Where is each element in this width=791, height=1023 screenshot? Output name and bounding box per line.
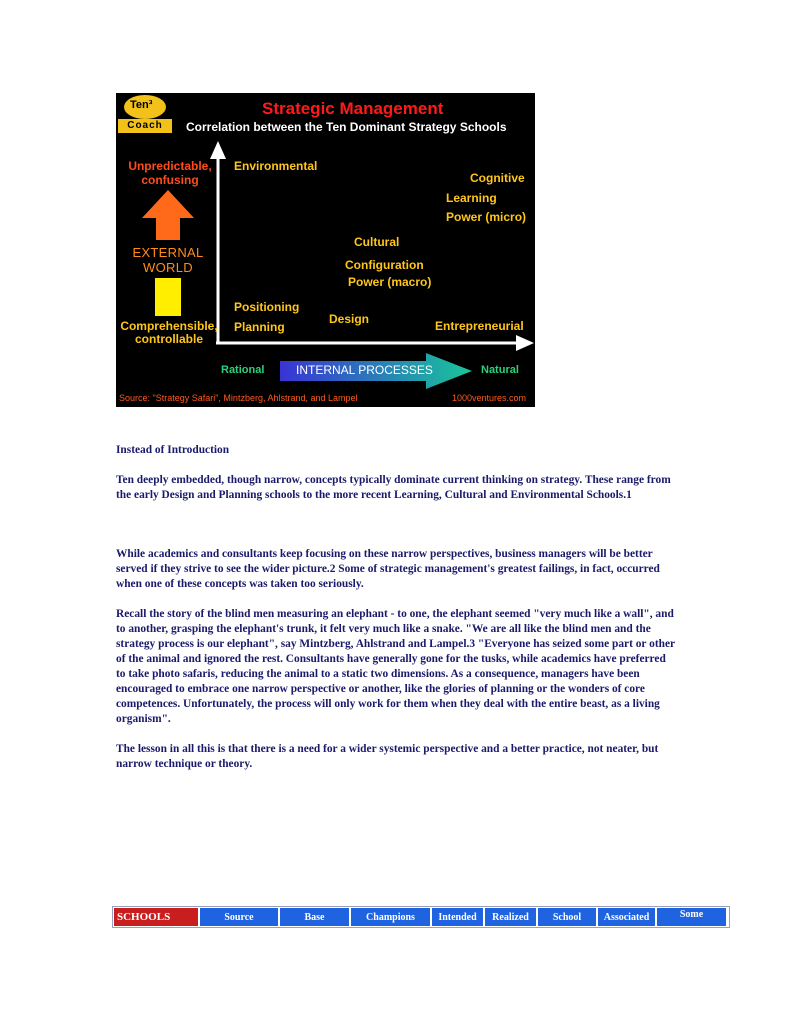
school-power-micro: Power (micro) xyxy=(446,210,527,224)
school-cultural: Cultural xyxy=(354,235,400,249)
diagram-subtitle: Correlation between the Ten Dominant Strategy Schools xyxy=(186,120,507,134)
y-axis-arrowhead xyxy=(210,141,226,159)
nav-school[interactable]: School xyxy=(538,908,596,926)
x-axis-arrowhead xyxy=(516,335,534,351)
school-configuration: Configuration xyxy=(345,258,424,272)
school-design: Design xyxy=(329,312,370,326)
nav-champions[interactable]: Champions xyxy=(351,908,430,926)
nav-source[interactable]: Source xyxy=(200,908,278,926)
yellow-box xyxy=(155,278,181,316)
school-power-macro: Power (macro) xyxy=(348,275,432,289)
paragraph-1: Ten deeply embedded, though narrow, concepts typically dominate current thinking on strategy. These range from the early Design and Planning schools to the more recent Learning, Cultural and Environmental Schools.1 xyxy=(116,474,671,501)
y-middle-label: EXTERNAL WORLD xyxy=(132,245,204,275)
paragraph-3: Recall the story of the blind men measuring an elephant - to one, the elephant seemed "very much like a wall", and to another, grasping the elephant's trunk, it felt very much like a snake. "We are all like the blind men and the strategy process is our elephant", say Mintzberg, Ahlstrand and Lampel.3 "Everyone has seized some part or other of the animal and ignored the rest. Consultants have generally gone for the tusks, while academics have preferred to take photo safaris, reducing the animal to a static two dimensions. As a consequence, managers have been encouraged to embrace one narrow perspective or another, like the glories of planning or the wonders of core competences. Unfortunately, the process will only work for them when they deal with the entire beast, as a living organism". xyxy=(116,608,675,725)
nav-realized[interactable]: Realized xyxy=(485,908,536,926)
logo-bottom-text: Coach xyxy=(118,119,172,133)
x-axis-label: INTERNAL PROCESSES xyxy=(296,363,433,377)
paragraph-2: While academics and consultants keep focusing on these narrow perspectives, business managers will be better served if they strive to see the wider picture.2 Some of strategic management's greatest failings, in fact, occurred when one of these concepts was taken too seriously. xyxy=(116,548,660,590)
diagram-site: 1000ventures.com xyxy=(452,393,527,403)
nav-associated[interactable]: Associated xyxy=(598,908,655,926)
school-environmental: Environmental xyxy=(234,159,318,173)
orange-up-arrow xyxy=(142,190,194,240)
nav-base[interactable]: Base xyxy=(280,908,349,926)
schools-nav-bar xyxy=(112,906,730,928)
nav-schools[interactable]: SCHOOLS xyxy=(114,908,198,926)
y-bottom-label: Comprehensible, controllable xyxy=(120,319,218,346)
strategy-schools-diagram xyxy=(116,93,535,407)
school-entrepreneurial: Entrepreneurial xyxy=(435,319,524,333)
paragraph-4: The lesson in all this is that there is a need for a wider systemic perspective and a better practice, not neater, but narrow technique or theory. xyxy=(116,743,659,770)
logo-top-text: Ten³ xyxy=(130,99,153,111)
section-heading: Instead of Introduction xyxy=(116,444,230,456)
school-planning: Planning xyxy=(234,320,285,334)
y-top-label: Unpredictable, confusing xyxy=(128,159,212,187)
nav-some[interactable]: Some xyxy=(657,908,726,926)
diagram-source: Source: "Strategy Safari", Mintzberg, Ahlstrand, and Lampel xyxy=(119,393,358,403)
nav-intended[interactable]: Intended xyxy=(432,908,483,926)
diagram-title: Strategic Management xyxy=(262,99,444,118)
school-learning: Learning xyxy=(446,191,497,205)
x-left-label: Rational xyxy=(221,364,265,376)
school-positioning: Positioning xyxy=(234,300,300,314)
x-right-label: Natural xyxy=(481,364,519,376)
school-cognitive: Cognitive xyxy=(470,171,525,185)
